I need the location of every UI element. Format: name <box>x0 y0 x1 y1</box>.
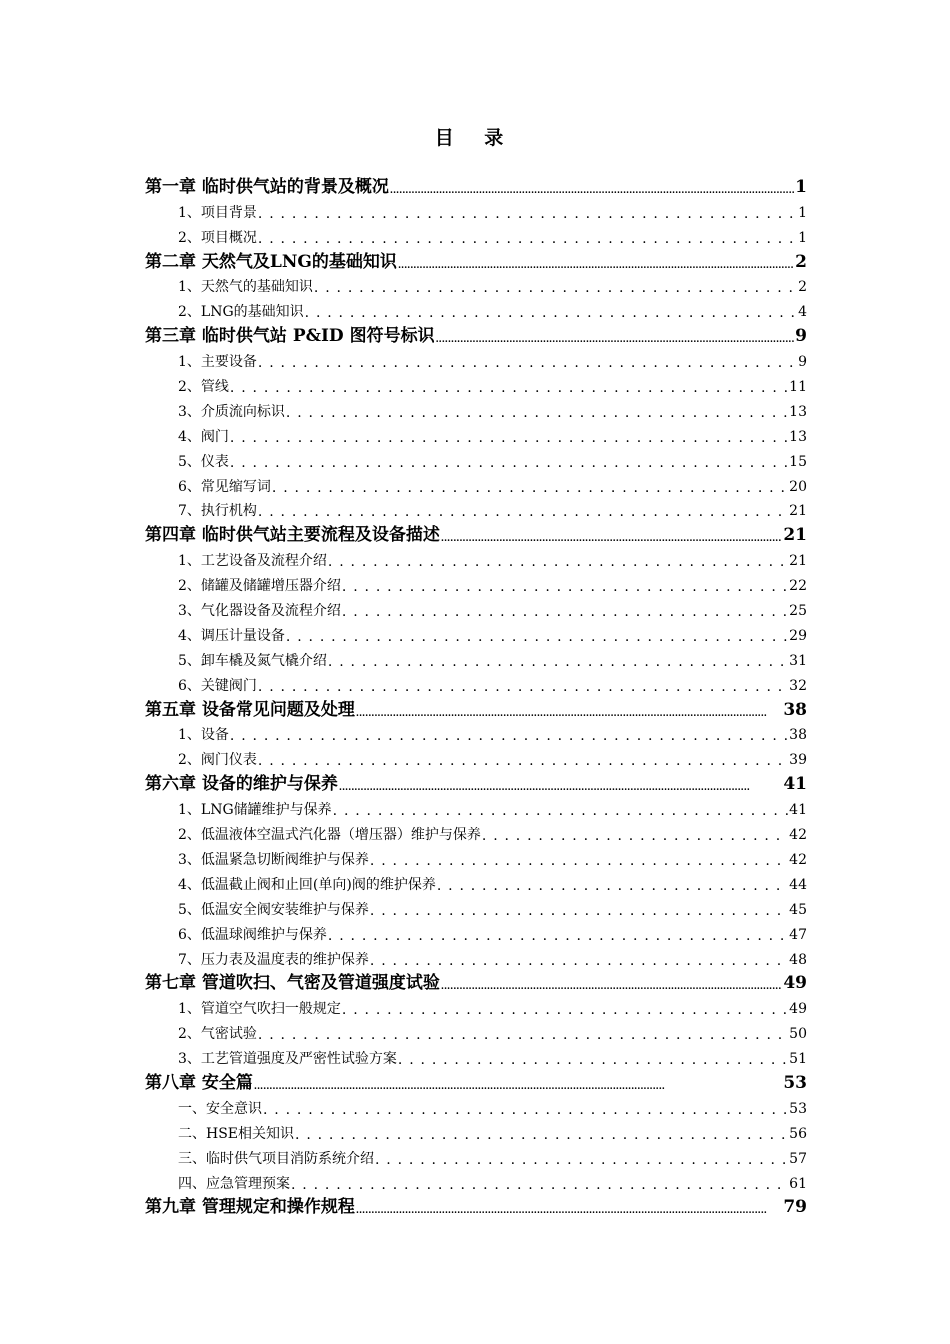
section-title: 3、低温紧急切断阀维护与保养 <box>178 851 369 868</box>
dot-leader <box>398 259 794 273</box>
toc-section-entry[interactable] <box>145 1044 807 1069</box>
toc-section-entry[interactable] <box>145 198 807 223</box>
section-title: 2、管线 <box>178 379 229 396</box>
chapter-title: 第三章 临时供气站 P&ID 图符号标识 <box>145 326 435 347</box>
toc-section-entry[interactable] <box>145 994 807 1019</box>
section-title: 2、储罐及储罐增压器介绍 <box>178 578 341 595</box>
dot-leader <box>286 628 788 646</box>
chapter-page-number: 53 <box>783 1072 807 1093</box>
section-title: 7、执行机构 <box>178 503 257 520</box>
toc-chapter-entry[interactable] <box>145 970 807 995</box>
section-page-number: 13 <box>789 428 807 445</box>
dot-leader <box>305 304 797 322</box>
chapter-page-number: 9 <box>795 326 807 347</box>
section-title: 1、管道空气吹扫一般规定 <box>178 1001 341 1018</box>
toc-section-entry[interactable] <box>145 596 807 621</box>
toc-section-entry[interactable] <box>145 870 807 895</box>
chapter-page-number: 21 <box>783 525 807 546</box>
dot-leader <box>258 503 788 521</box>
dot-leader <box>356 707 782 721</box>
section-title: 3、介质流向标识 <box>178 403 285 420</box>
dot-leader <box>342 1001 788 1019</box>
section-title: 2、阀门仪表 <box>178 752 257 769</box>
toc-section-entry[interactable] <box>145 621 807 646</box>
dot-leader <box>436 333 795 347</box>
section-page-number: 50 <box>789 1026 807 1043</box>
section-title: 7、压力表及温度表的维护保养 <box>178 951 369 968</box>
section-title: 4、低温截止阀和止回(单向)阀的维护保养 <box>178 876 436 893</box>
section-title: 四、应急管理预案 <box>178 1175 290 1192</box>
toc-section-entry[interactable] <box>145 945 807 970</box>
chapter-title: 第一章 临时供气站的背景及概况 <box>145 176 389 197</box>
section-page-number: 21 <box>789 503 807 520</box>
section-page-number: 15 <box>789 453 807 470</box>
section-title: 4、阀门 <box>178 428 229 445</box>
section-page-number: 48 <box>789 951 807 968</box>
chapter-title: 第九章 管理规定和操作规程 <box>145 1197 355 1218</box>
toc-chapter-entry[interactable] <box>145 322 807 347</box>
section-title: 1、工艺设备及流程介绍 <box>178 553 327 570</box>
section-page-number: 61 <box>789 1175 807 1192</box>
section-page-number: 22 <box>789 578 807 595</box>
section-page-number: 1 <box>798 204 807 221</box>
section-title: 1、天然气的基础知识 <box>178 279 313 296</box>
dot-leader <box>314 279 797 297</box>
section-page-number: 11 <box>789 379 807 396</box>
chapter-title: 第八章 安全篇 <box>145 1072 253 1093</box>
section-page-number: 38 <box>789 727 807 744</box>
toc-section-entry[interactable] <box>145 422 807 447</box>
toc-chapter-entry[interactable] <box>145 696 807 721</box>
dot-leader <box>342 578 788 596</box>
toc-title: 目 录 <box>434 127 516 149</box>
dot-leader <box>230 727 788 745</box>
dot-leader <box>258 230 797 248</box>
section-page-number: 42 <box>789 827 807 844</box>
dot-leader <box>390 184 794 198</box>
toc-section-entry[interactable] <box>145 273 807 298</box>
toc-section-entry[interactable] <box>145 1019 807 1044</box>
section-title: 5、低温安全阀安装维护与保养 <box>178 901 369 918</box>
toc-section-entry[interactable] <box>145 571 807 596</box>
section-page-number: 29 <box>789 627 807 644</box>
section-page-number: 45 <box>789 901 807 918</box>
toc-section-entry[interactable] <box>145 795 807 820</box>
toc-section-entry[interactable] <box>145 646 807 671</box>
section-page-number: 4 <box>798 304 807 321</box>
section-title: 6、低温球阀维护与保养 <box>178 926 327 943</box>
section-title: 6、常见缩写词 <box>178 478 271 495</box>
dot-leader <box>258 752 788 770</box>
toc-section-entry[interactable] <box>145 721 807 746</box>
toc-section-entry[interactable] <box>145 297 807 322</box>
dot-leader <box>333 802 789 820</box>
dot-leader <box>356 1204 782 1218</box>
toc-section-entry[interactable] <box>145 1144 807 1169</box>
dot-leader <box>328 927 788 945</box>
dot-leader <box>295 1126 788 1144</box>
toc-section-entry[interactable] <box>145 472 807 497</box>
section-page-number: 41 <box>789 802 807 819</box>
toc-section-entry[interactable] <box>145 497 807 522</box>
section-title: 2、LNG的基础知识 <box>178 304 304 321</box>
dot-leader <box>370 902 788 920</box>
section-page-number: 21 <box>789 553 807 570</box>
dot-leader <box>272 479 788 497</box>
dot-leader <box>441 532 782 546</box>
section-page-number: 31 <box>789 652 807 669</box>
section-title: 5、卸车橇及氮气橇介绍 <box>178 652 327 669</box>
section-title: 1、主要设备 <box>178 354 257 371</box>
dot-leader <box>263 1101 788 1119</box>
toc-section-entry[interactable] <box>145 1094 807 1119</box>
section-page-number: 56 <box>789 1125 807 1142</box>
dot-leader <box>258 1026 788 1044</box>
section-page-number: 20 <box>789 478 807 495</box>
toc-section-entry[interactable] <box>145 895 807 920</box>
toc-section-entry[interactable] <box>145 1119 807 1144</box>
chapter-page-number: 1 <box>795 176 807 197</box>
section-page-number: 9 <box>798 354 807 371</box>
dot-leader <box>291 1176 788 1194</box>
section-page-number: 32 <box>789 677 807 694</box>
section-page-number: 1 <box>798 229 807 246</box>
dot-leader <box>230 429 788 447</box>
toc-section-entry[interactable] <box>145 447 807 472</box>
section-title: 2、低温液体空温式汽化器（增压器）维护与保养 <box>178 827 481 844</box>
toc-section-entry[interactable] <box>145 671 807 696</box>
chapter-page-number: 2 <box>795 251 807 272</box>
dot-leader <box>342 603 788 621</box>
chapter-page-number: 49 <box>783 973 807 994</box>
toc-section-entry[interactable] <box>145 347 807 372</box>
chapter-title: 第四章 临时供气站主要流程及设备描述 <box>145 525 440 546</box>
section-page-number: 13 <box>789 403 807 420</box>
section-title: 一、安全意识 <box>178 1100 262 1117</box>
section-page-number: 2 <box>798 279 807 296</box>
chapter-page-number: 41 <box>783 774 807 795</box>
section-page-number: 39 <box>789 752 807 769</box>
dot-leader <box>230 379 788 397</box>
toc-section-entry[interactable] <box>145 372 807 397</box>
chapter-page-number: 38 <box>783 699 807 720</box>
section-page-number: 57 <box>789 1150 807 1167</box>
section-title: 5、仪表 <box>178 453 229 470</box>
section-title: 6、关键阀门 <box>178 677 257 694</box>
dot-leader <box>482 827 788 845</box>
chapter-page-number: 79 <box>783 1197 807 1218</box>
section-page-number: 44 <box>789 876 807 893</box>
toc-section-entry[interactable] <box>145 546 807 571</box>
toc-section-entry[interactable] <box>145 223 807 248</box>
dot-leader <box>370 952 788 970</box>
chapter-title: 第二章 天然气及LNG的基础知识 <box>145 251 397 272</box>
section-title: 4、调压计量设备 <box>178 627 285 644</box>
section-title: 2、气密试验 <box>178 1026 257 1043</box>
dot-leader <box>286 404 788 422</box>
section-page-number: 47 <box>789 926 807 943</box>
section-title: 1、设备 <box>178 727 229 744</box>
toc-section-entry[interactable] <box>145 745 807 770</box>
table-of-contents <box>145 173 807 1218</box>
dot-leader <box>328 653 788 671</box>
section-page-number: 51 <box>789 1051 807 1068</box>
dot-leader <box>258 354 797 372</box>
toc-section-entry[interactable] <box>145 820 807 845</box>
toc-chapter-entry[interactable] <box>145 248 807 273</box>
section-title: 1、LNG储罐维护与保养 <box>178 802 332 819</box>
dot-leader <box>339 781 782 795</box>
toc-section-entry[interactable] <box>145 1169 807 1194</box>
dot-leader <box>254 1080 782 1094</box>
section-page-number: 25 <box>789 603 807 620</box>
chapter-title: 第七章 管道吹扫、气密及管道强度试验 <box>145 973 440 994</box>
section-title: 3、工艺管道强度及严密性试验方案 <box>178 1051 397 1068</box>
section-page-number: 49 <box>789 1001 807 1018</box>
dot-leader <box>437 877 788 895</box>
dot-leader <box>258 678 788 696</box>
dot-leader <box>370 852 788 870</box>
dot-leader <box>375 1151 788 1169</box>
section-title: 3、气化器设备及流程介绍 <box>178 603 341 620</box>
section-page-number: 53 <box>789 1100 807 1117</box>
dot-leader <box>328 553 788 571</box>
toc-section-entry[interactable] <box>145 845 807 870</box>
chapter-title: 第五章 设备常见问题及处理 <box>145 699 355 720</box>
section-title: 1、项目背景 <box>178 204 257 221</box>
toc-chapter-entry[interactable] <box>145 770 807 795</box>
toc-section-entry[interactable] <box>145 397 807 422</box>
section-page-number: 42 <box>789 851 807 868</box>
dot-leader <box>398 1051 788 1069</box>
toc-chapter-entry[interactable] <box>145 1069 807 1094</box>
toc-chapter-entry[interactable] <box>145 173 807 198</box>
dot-leader <box>258 205 797 223</box>
toc-chapter-entry[interactable] <box>145 1194 807 1219</box>
section-title: 2、项目概况 <box>178 229 257 246</box>
chapter-title: 第六章 设备的维护与保养 <box>145 774 338 795</box>
section-title: 三、临时供气项目消防系统介绍 <box>178 1150 374 1167</box>
toc-chapter-entry[interactable] <box>145 521 807 546</box>
toc-section-entry[interactable] <box>145 920 807 945</box>
section-title: 二、HSE相关知识 <box>178 1125 295 1142</box>
dot-leader <box>441 980 782 994</box>
dot-leader <box>230 454 788 472</box>
